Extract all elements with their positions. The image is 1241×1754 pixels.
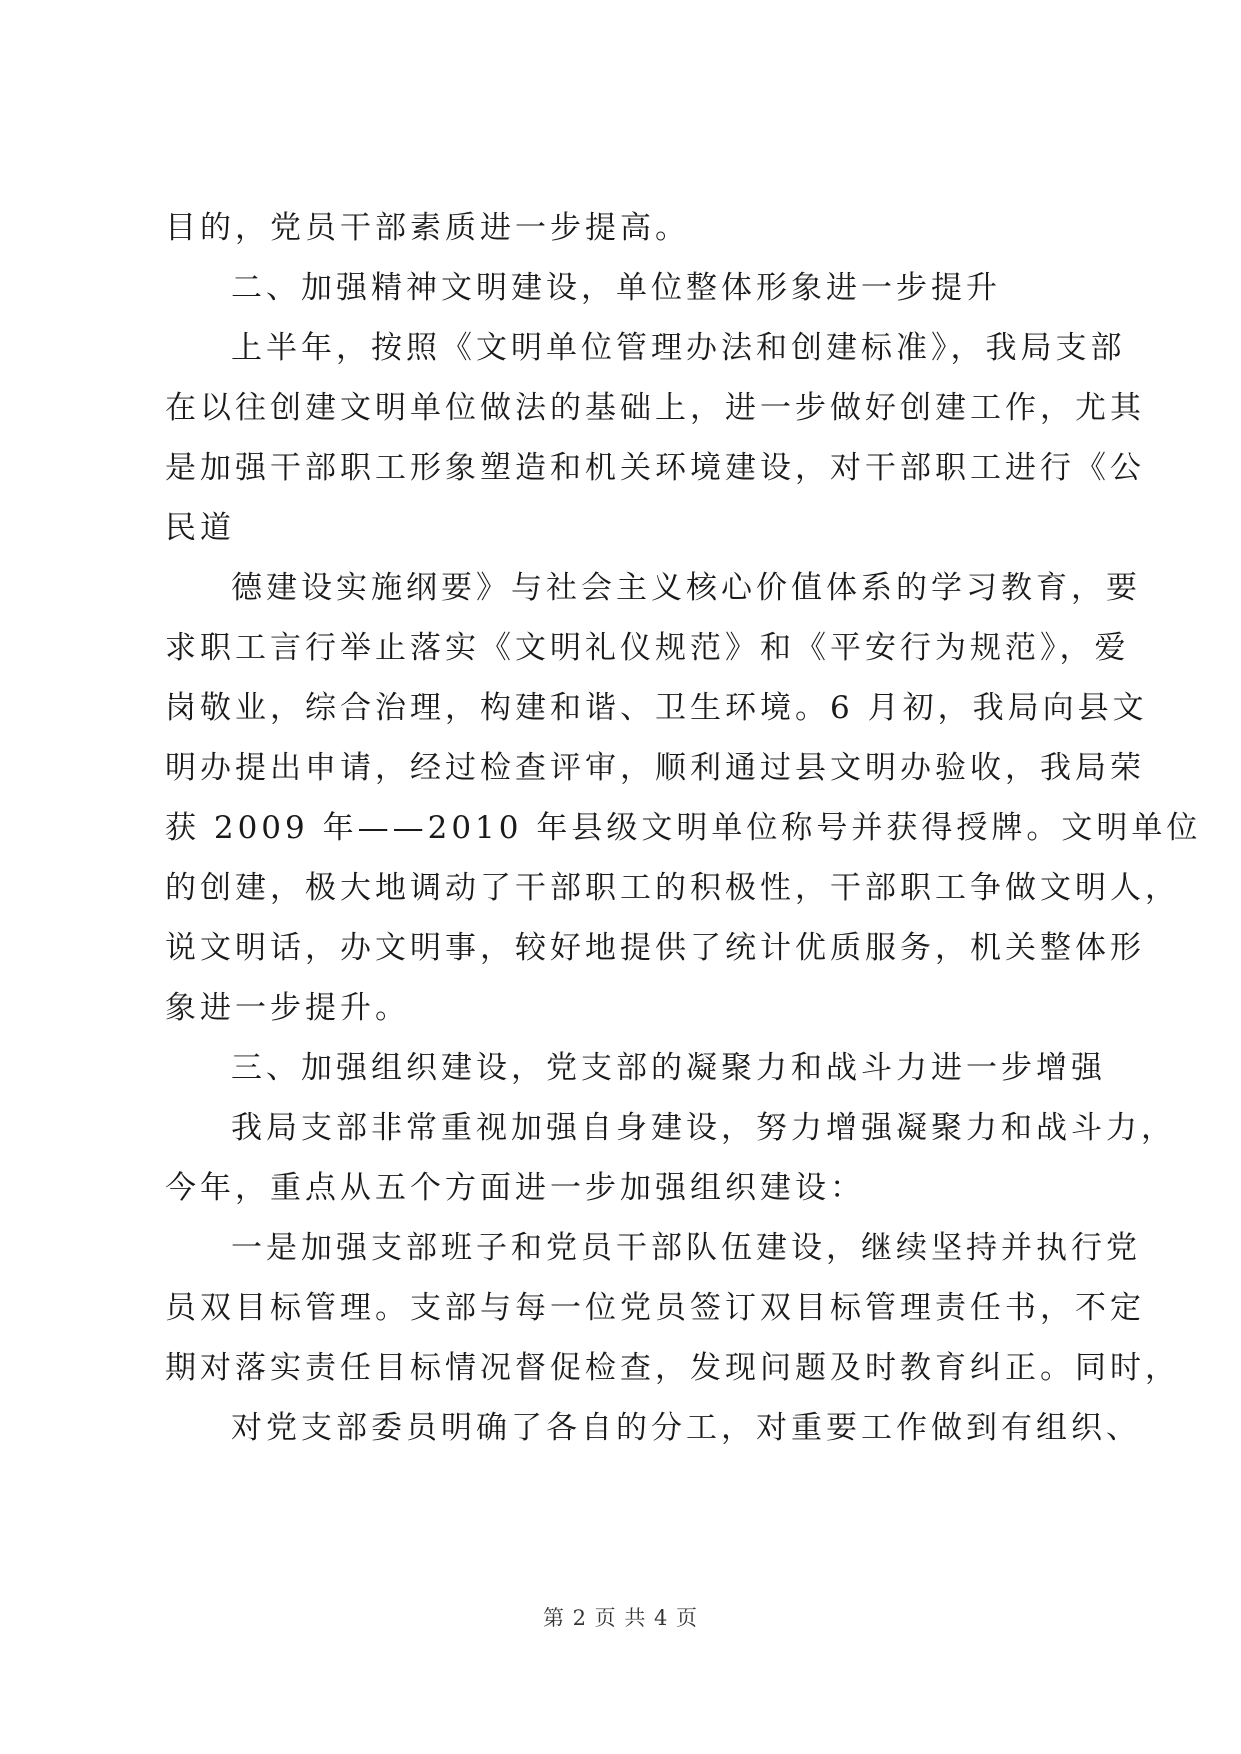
text-line: 期对落实责任目标情况督促检查，发现问题及时教育纠正。同时， [165,1350,1180,1386]
text-line: 明办提出申请，经过检查评审，顺利通过县文明办验收，我局荣 [165,750,1145,786]
text-line: 上半年，按照《文明单位管理办法和创建标准》，我局支部 [231,330,1126,366]
text-line: 目的，党员干部素质进一步提高。 [165,210,690,246]
text-line: 德建设实施纲要》与社会主义核心价值体系的学习教育，要 [231,570,1141,606]
document-body [165,198,1202,1458]
page-footer: 第 2 页 共 4 页 [542,1606,699,1630]
text-line: 说文明话，办文明事，较好地提供了统计优质服务，机关整体形 [165,930,1145,966]
text-line: 二、加强精神文明建设，单位整体形象进一步提升 [231,270,1001,306]
text-line: 岗敬业，综合治理，构建和谐、卫生环境。6 月初，我局向县文 [165,690,1148,726]
text-line: 求职工言行举止落实《文明礼仪规范》和《平安行为规范》，爱 [165,630,1130,666]
text-line: 民道 [165,510,235,546]
text-line: 获 2009 年——2010 年县级文明单位称号并获得授牌。文明单位 [165,810,1202,846]
text-line: 今年，重点从五个方面进一步加强组织建设： [165,1170,865,1206]
text-line: 对党支部委员明确了各自的分工，对重要工作做到有组织、 [231,1410,1141,1446]
text-line: 员双目标管理。支部与每一位党员签订双目标管理责任书，不定 [165,1290,1145,1326]
text-line: 是加强干部职工形象塑造和机关环境建设，对干部职工进行《公 [165,450,1145,486]
text-line: 一是加强支部班子和党员干部队伍建设，继续坚持并执行党 [231,1230,1141,1266]
text-line: 象进一步提升。 [165,990,410,1026]
text-line: 我局支部非常重视加强自身建设，努力增强凝聚力和战斗力， [231,1110,1176,1146]
text-line: 三、加强组织建设，党支部的凝聚力和战斗力进一步增强 [231,1050,1106,1086]
text-line: 在以往创建文明单位做法的基础上，进一步做好创建工作，尤其 [165,390,1145,426]
text-line: 的创建，极大地调动了干部职工的积极性，干部职工争做文明人， [165,870,1180,906]
